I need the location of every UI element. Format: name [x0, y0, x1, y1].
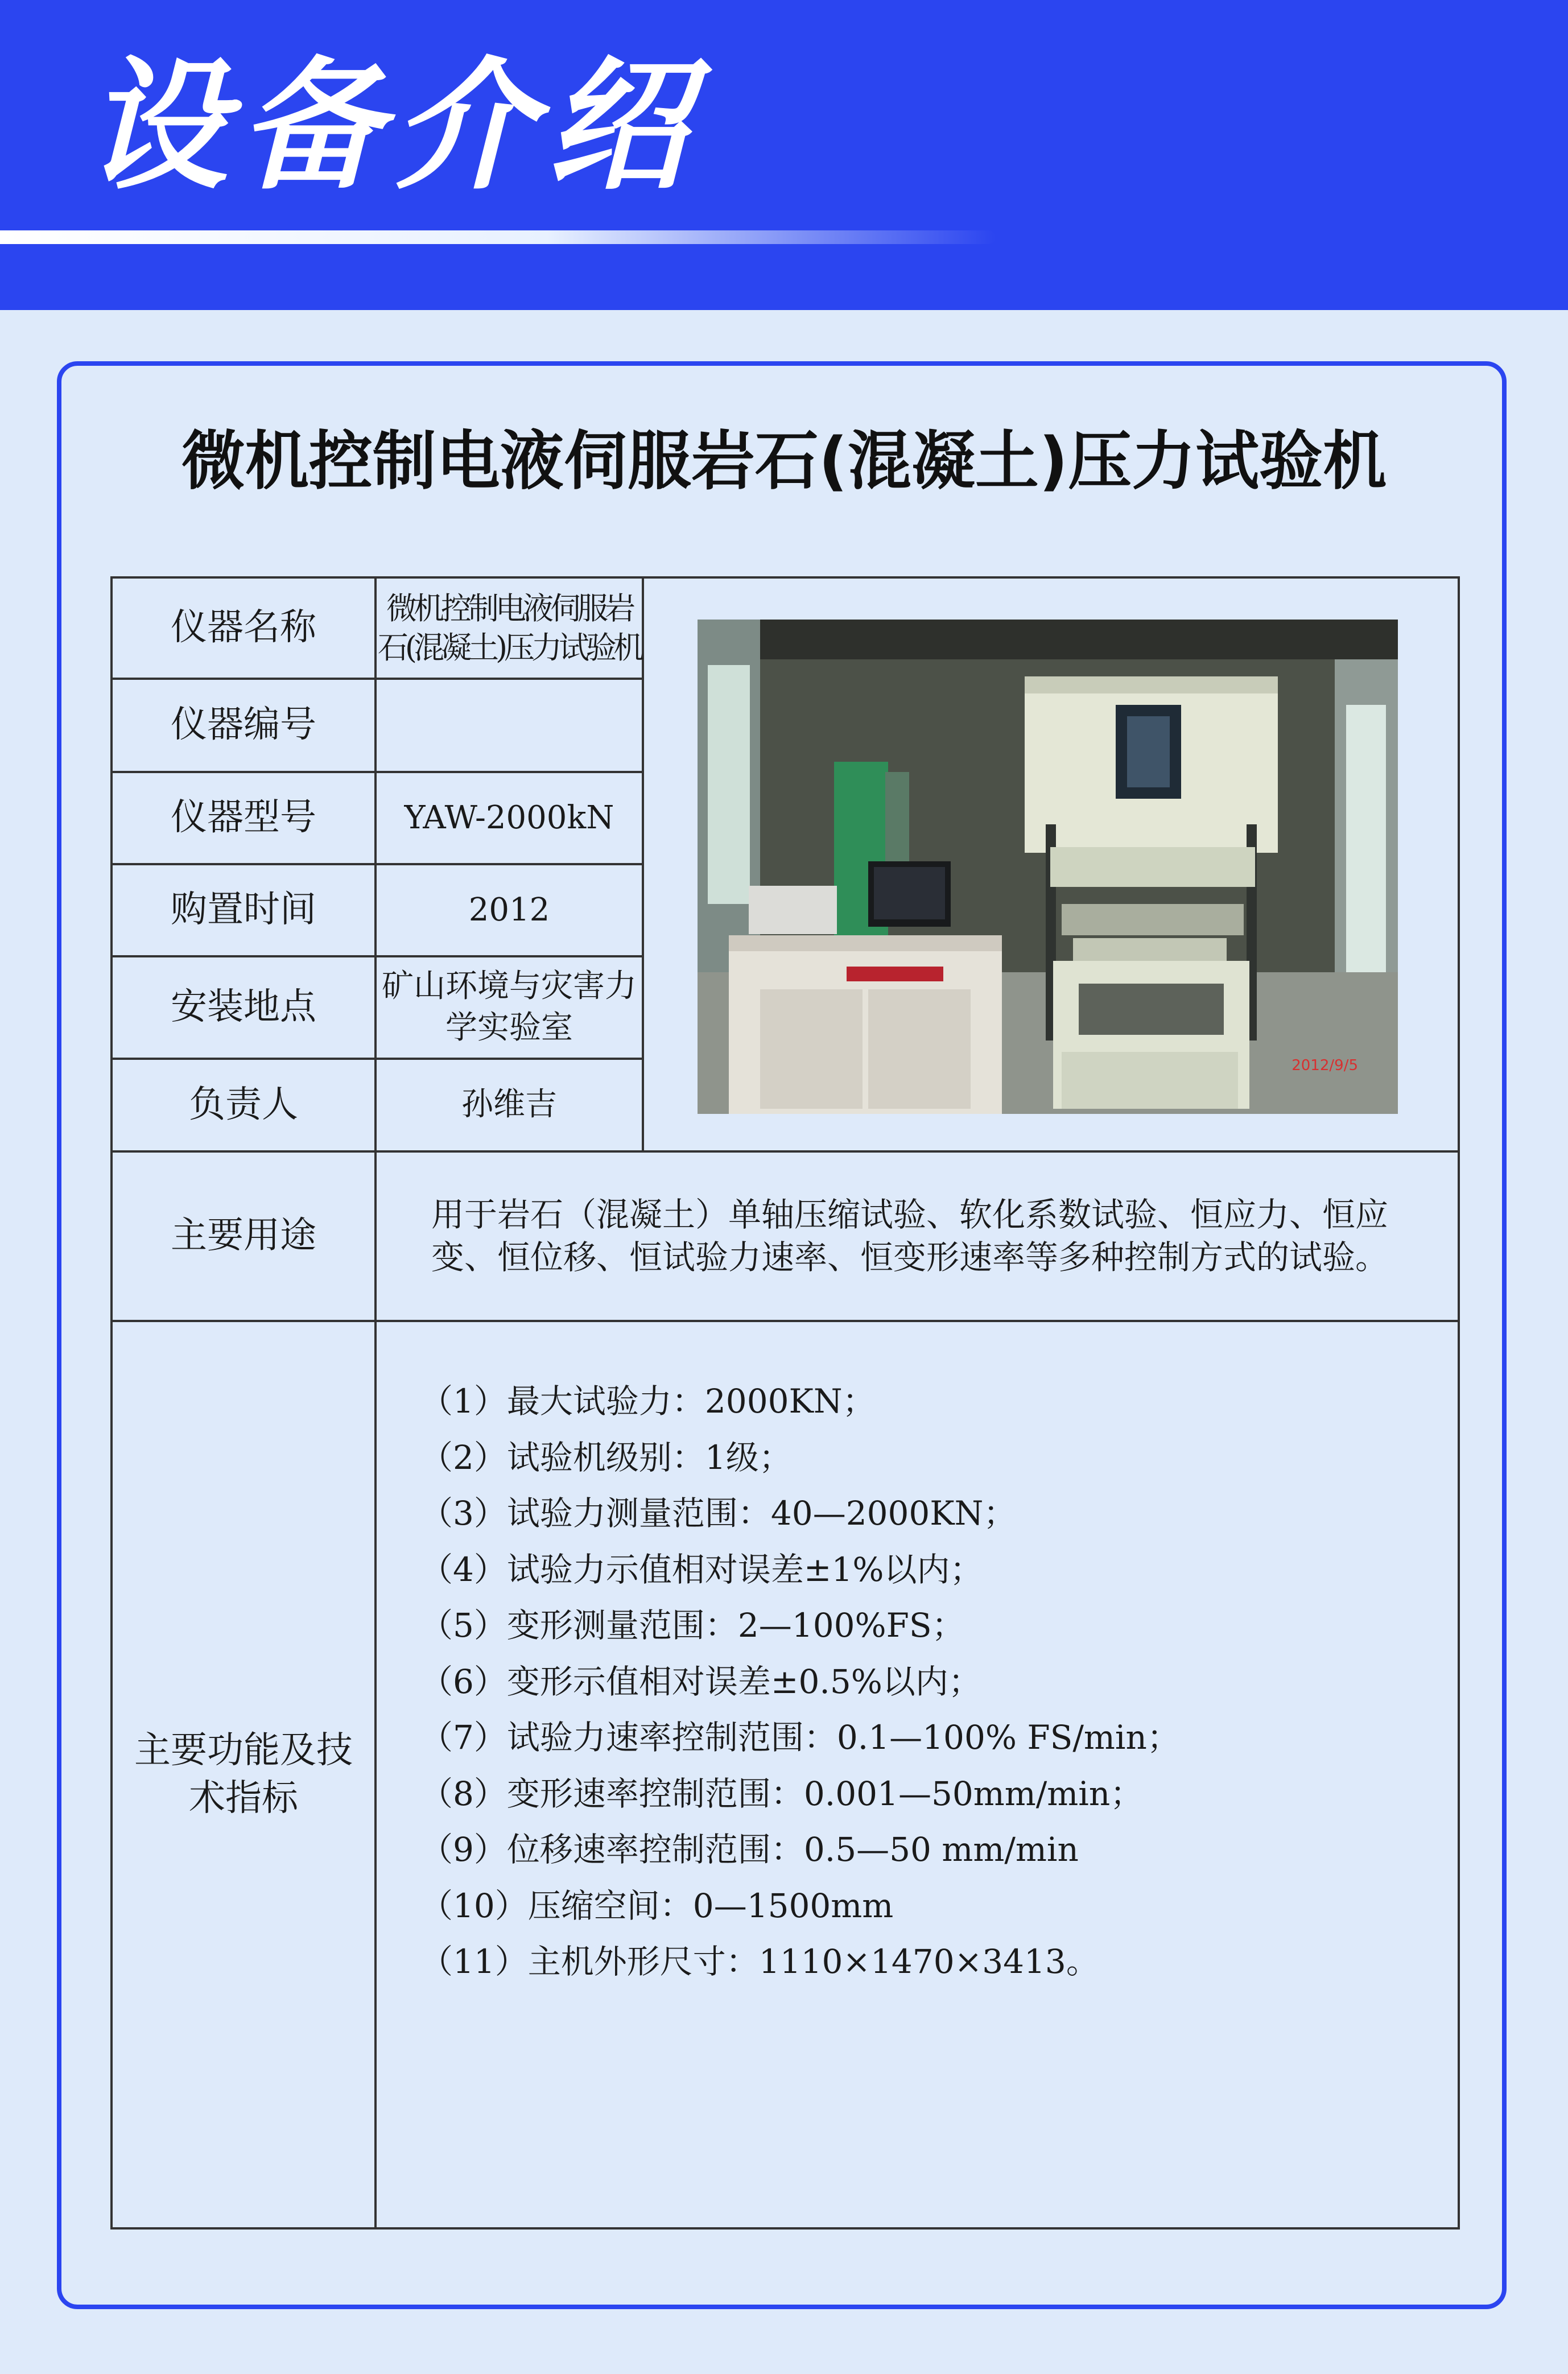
spec-item: （6）变形示值相对误差±0.5%以内；	[420, 1662, 981, 1701]
header-swoosh-decoration	[0, 230, 996, 244]
table-row	[112, 577, 1459, 679]
specs-cell	[376, 1321, 1459, 2228]
value-instrument-number	[376, 679, 643, 772]
spec-item: （1）最大试验力：2000KN；	[420, 1382, 876, 1421]
equipment-spec-table	[110, 576, 1460, 2230]
spec-item: （11）主机外形尺寸：1110×1470×3413。	[420, 1942, 1099, 1981]
value-instrument-name: 微机控制电液伺服岩石(混凝土)压力试验机	[376, 577, 643, 679]
value-install-location: 矿山环境与灾害力学实验室	[376, 956, 643, 1059]
testing-machine-illustration	[698, 620, 1398, 1114]
photo-cell	[643, 577, 1459, 1151]
spec-item: （4）试验力示值相对误差±1%以内；	[420, 1550, 983, 1589]
label-functions-specs: 主要功能及技术指标	[112, 1321, 376, 2228]
label-instrument-model: 仪器型号	[112, 772, 376, 864]
photo-date-stamp: 2012/9/5	[1291, 1057, 1358, 1074]
value-purchase-time: 2012	[376, 864, 643, 956]
spec-list	[377, 1322, 1458, 1990]
label-responsible-person: 负责人	[112, 1059, 376, 1151]
header-title: 设备介绍	[85, 42, 700, 209]
spec-item: （7）试验力速率控制范围：0.1—100% FS/min；	[420, 1718, 1180, 1757]
label-instrument-name: 仪器名称	[112, 577, 376, 679]
spec-item: （8）变形速率控制范围：0.001—50mm/min；	[420, 1774, 1144, 1813]
equipment-title: 微机控制电液伺服岩石(混凝土)压力试验机	[181, 424, 1387, 498]
spec-item: （10）压缩空间：0—1500mm	[420, 1886, 894, 1925]
table-row	[112, 1151, 1459, 1321]
label-instrument-number: 仪器编号	[112, 679, 376, 772]
value-main-usage: 用于岩石（混凝土）单轴压缩试验、软化系数试验、恒应力、恒应变、恒位移、恒试验力速率、恒变形速率等多种控制方式的试验。	[376, 1151, 1459, 1321]
spec-item: （5）变形测量范围：2—100%FS；	[420, 1606, 965, 1645]
value-instrument-model: YAW-2000kN	[376, 772, 643, 864]
spec-item: （3）试验力测量范围：40—2000KN；	[420, 1494, 1017, 1533]
label-main-usage: 主要用途	[112, 1151, 376, 1321]
spec-item: （2）试验机级别：1级；	[420, 1438, 792, 1477]
equipment-photo	[698, 620, 1398, 1114]
spec-item: （9）位移速率控制范围：0.5—50 mm/min	[420, 1830, 1079, 1869]
label-purchase-time: 购置时间	[112, 864, 376, 956]
table-row	[112, 1321, 1459, 2228]
header-banner	[0, 0, 1568, 310]
value-responsible-person: 孙维吉	[376, 1059, 643, 1151]
label-install-location: 安装地点	[112, 956, 376, 1059]
